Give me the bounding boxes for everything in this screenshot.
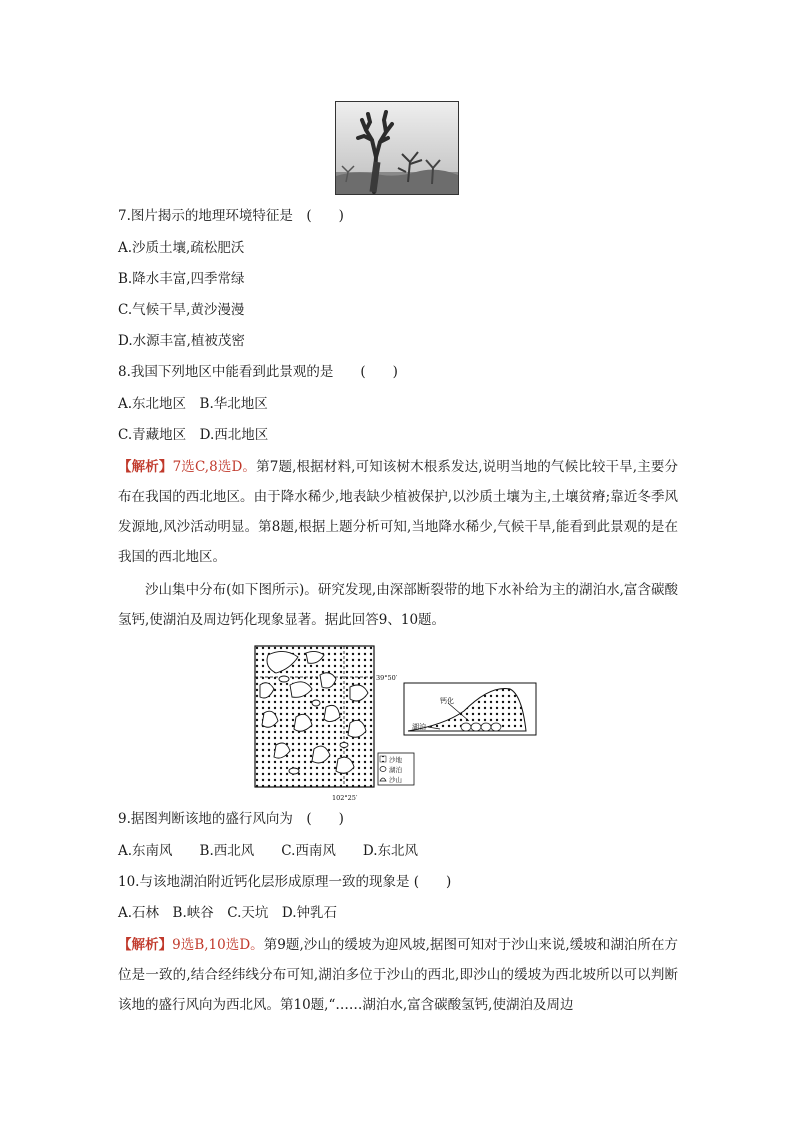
- analysis-answer-2: 9选B,10选D。: [172, 937, 264, 953]
- question-8-stem: 8.我国下列地区中能看到此景观的是 ( ): [118, 364, 398, 380]
- question-7-stem: 7.图片揭示的地理环境特征是 ( ): [118, 208, 344, 224]
- question-9-options: A.东南风 B.西北风 C.西南风 D.东北风: [118, 843, 419, 859]
- question-7-option-d: D.水源丰富,植被茂密: [118, 333, 245, 349]
- passage-intro: 沙山集中分布(如下图所示)。研究发现,由深部断裂带的地下水补给为主的湖泊水,富含碳酸氢钙,使湖泊及周边钙化现象显著。据此回答9、10题。: [118, 582, 678, 628]
- longitude-label: 102°25′: [332, 794, 358, 802]
- question-9-stem: 9.据图判断该地的盛行风向为 ( ): [118, 811, 344, 827]
- analysis-tag-2: 【解析】: [118, 937, 173, 953]
- question-8-options-row-1: A.东北地区 B.华北地区: [118, 396, 268, 412]
- question-7-option-a: A.沙质土壤,疏松肥沃: [118, 240, 245, 256]
- question-7-option-c: C.气候干旱,黄沙漫漫: [118, 302, 245, 318]
- legend-sand-land: 沙地: [389, 756, 402, 764]
- question-10-options: A.石林 B.峡谷 C.天坑 D.钟乳石: [118, 905, 338, 921]
- question-8-options-row-2: C.青藏地区 D.西北地区: [118, 427, 269, 443]
- analysis-tag: 【解析】: [118, 459, 173, 475]
- latitude-label: 39°50′: [376, 674, 398, 682]
- calcification-label: 钙化: [440, 697, 454, 705]
- sand-mountain-figure: [254, 645, 539, 805]
- analysis-7-8: [118, 452, 678, 572]
- analysis-answer: 7选C,8选D。: [172, 459, 257, 475]
- dead-tree-photo: [335, 101, 459, 195]
- legend-lake: 湖泊: [389, 766, 402, 774]
- analysis-text: 第7题,根据材料,可知该树木根系发达,说明当地的气候比较干旱,主要分布在我国的西北地区。由于降水稀少,地表缺少植被保护,以沙质土壤为主,土壤贫瘠;靠近冬季风发源地,风沙活动明显。第8题,根据上题分析可知,当地降水稀少,气候干旱,能看到此景观的是在我国的西北地区。: [118, 459, 678, 565]
- lake-label: 湖泊: [412, 723, 426, 731]
- question-10-stem: 10.与该地湖泊附近钙化层形成原理一致的现象是 ( ): [118, 874, 452, 890]
- analysis-9-10: [118, 930, 678, 1020]
- legend-sand-mountain: 沙山: [389, 776, 402, 784]
- question-7-option-b: B.降水丰富,四季常绿: [118, 271, 245, 287]
- analysis-text-2: 第9题,沙山的缓坡为迎风坡,据图可知对于沙山来说,缓坡和湖泊所在方位是一致的,结合经纬线分布可知,湖泊多位于沙山的西北,即沙山的缓坡为西北坡所以可以判断该地的盛行风向为西北风。第10题,“……湖泊水,富含碳酸氢钙,使湖泊及周边: [118, 937, 679, 1013]
